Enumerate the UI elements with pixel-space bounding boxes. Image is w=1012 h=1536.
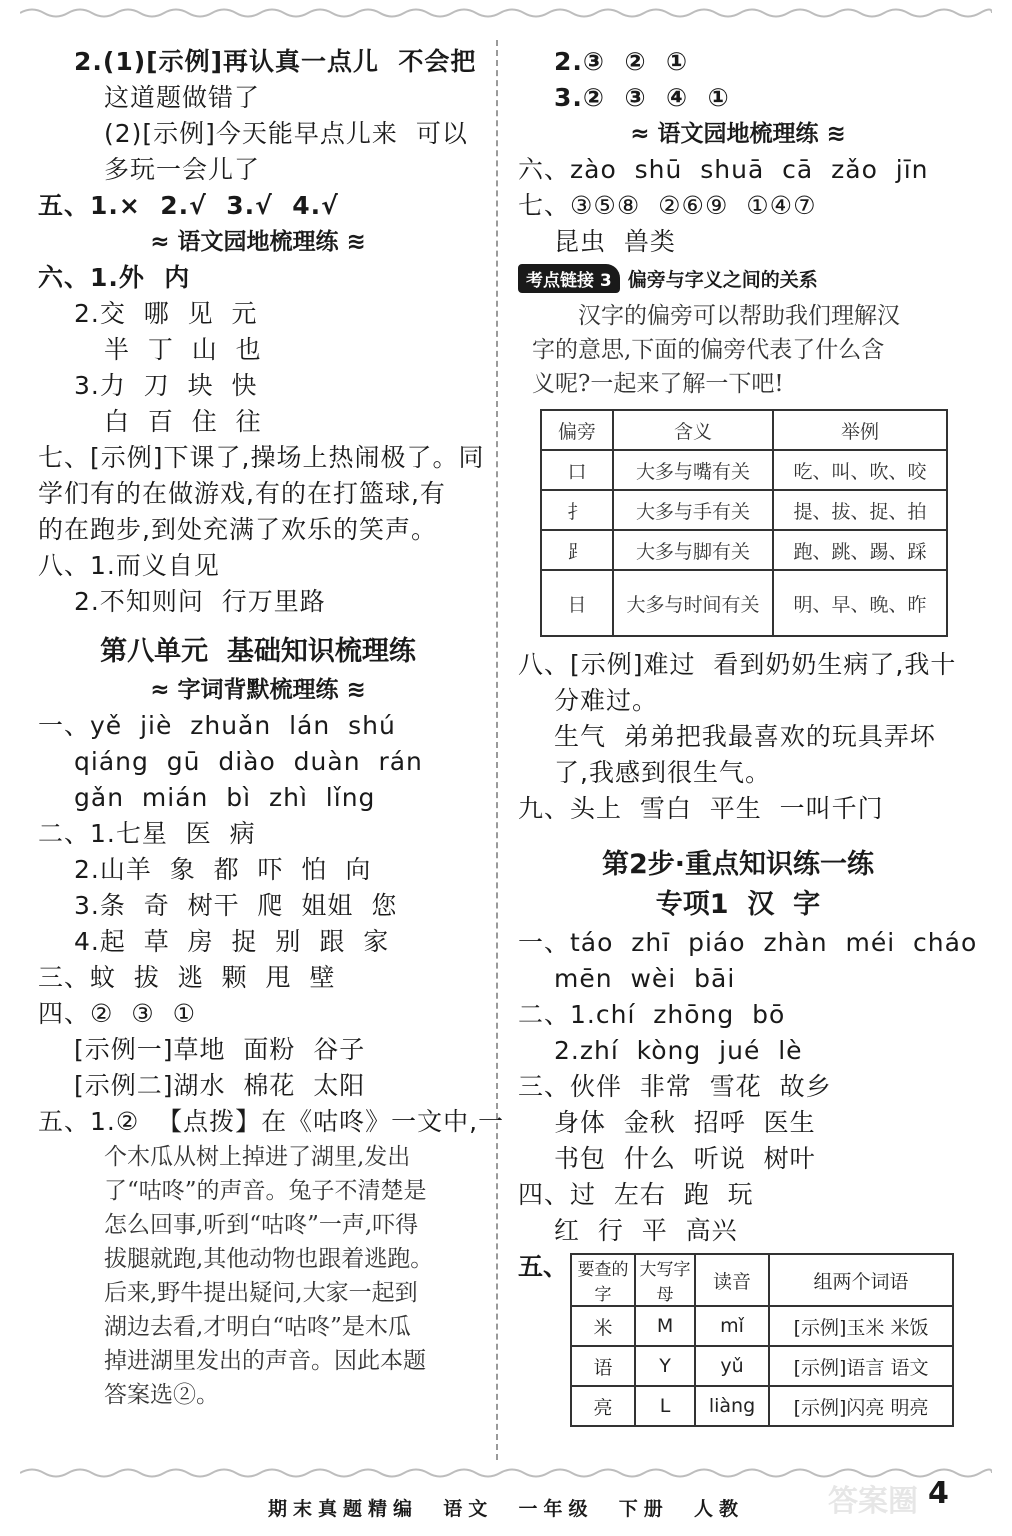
answer-line: 八、1.而义自见	[38, 551, 220, 580]
section-subtitle: ≈ 语文园地梳理练 ≋	[630, 121, 846, 147]
answer-line: 三、蚊 拔 逃 颗 甩 壁	[38, 963, 336, 992]
answer-line: 书包 什么 听说 树叶	[554, 1144, 816, 1173]
question-label: 五、	[518, 1252, 569, 1281]
unit-heading: 第八单元 基础知识梳理练	[100, 636, 416, 667]
table-row	[541, 450, 947, 490]
table-cell: 亮	[571, 1386, 635, 1426]
answer-line: 多玩一会儿了	[104, 155, 261, 184]
table-cell: 明、早、晚、昨	[773, 570, 947, 636]
answer-line: 半 丁 山 也	[104, 335, 262, 364]
answer-line: 七、③⑤⑧ ②⑥⑨ ①④⑦	[518, 191, 817, 220]
answer-line: 3.条 奇 树干 爬 姐姐 您	[74, 891, 398, 920]
answer-line: 2.不知则问 行万里路	[74, 587, 326, 616]
left-column	[38, 44, 505, 1412]
table-row	[571, 1386, 953, 1426]
kaodian-intro-line: 汉字的偏旁可以帮助我们理解汉	[578, 303, 900, 329]
table-cell: yǔ	[695, 1346, 769, 1386]
answer-line: 四、过 左右 跑 玩	[518, 1180, 754, 1209]
explanation-line: 后来,野牛提出疑问,大家一起到	[104, 1280, 418, 1306]
table-cell: [示例]闪亮 明亮	[769, 1386, 953, 1426]
answer-line: 2.山羊 象 都 吓 怕 向	[74, 855, 372, 884]
table-cell: [示例]语言 语文	[769, 1346, 953, 1386]
answer-line: 4.起 草 房 捉 别 跟 家	[74, 927, 390, 956]
answer-line: 2.(1)[示例]再认真一点儿 不会把	[74, 47, 477, 76]
table-cell: 米	[571, 1306, 635, 1346]
answer-line: 3.② ③ ④ ①	[554, 83, 730, 112]
column-divider	[496, 40, 498, 1460]
topic-heading: 专项1 汉 字	[655, 889, 821, 920]
table-cell: 大多与时间有关	[613, 570, 773, 636]
answer-line: gǎn mián bì zhì lǐng	[74, 783, 376, 812]
explanation-line: 怎么回事,听到“咕咚”一声,吓得	[104, 1212, 419, 1238]
answer-line: 这道题做错了	[104, 83, 261, 112]
answer-line: 分难过。	[554, 686, 659, 715]
table-header-row	[541, 410, 947, 450]
question-five	[518, 1249, 958, 1427]
answer-line: 昆虫 兽类	[554, 227, 676, 256]
answer-line: 的在跑步,到处充满了欢乐的笑声。	[38, 515, 437, 544]
answer-line: 学们有的在做游戏,有的在打篮球,有	[38, 479, 446, 508]
table-cell: L	[635, 1386, 695, 1426]
watermark-logo: 答案圈	[828, 1484, 918, 1519]
answer-line: 三、伙伴 非常 雪花 故乡	[518, 1072, 832, 1101]
radical-meaning-table	[540, 409, 948, 637]
table-cell: 吃、叫、吹、咬	[773, 450, 947, 490]
table-cell: M	[635, 1306, 695, 1346]
table-cell: [示例]玉米 米饭	[769, 1306, 953, 1346]
answer-line: 2.zhí kòng jué lè	[554, 1036, 803, 1065]
kaodian-title: 偏旁与字义之间的关系	[627, 269, 818, 291]
step-heading: 第2步·重点知识练一练	[601, 849, 875, 880]
kaodian-intro-line: 义呢?一起来了解一下吧!	[532, 371, 784, 397]
answer-line: 五、1.× 2.√ 3.√ 4.√	[38, 191, 339, 220]
table-cell: liàng	[695, 1386, 769, 1426]
answer-line: 四、② ③ ①	[38, 999, 197, 1028]
answer-line: 一、yě jiè zhuǎn lán shú	[38, 711, 396, 740]
table-cell: 日	[541, 570, 613, 636]
section-subtitle: ≈ 语文园地梳理练 ≋	[150, 229, 366, 255]
table-row	[541, 490, 947, 530]
answer-line: 九、头上 雪白 平生 一叫千门	[518, 794, 884, 823]
section-subtitle: ≈ 字词背默梳理练 ≋	[150, 677, 366, 703]
table-cell: 扌	[541, 490, 613, 530]
answer-line: 3.力 刀 块 快	[74, 371, 258, 400]
table-row	[571, 1346, 953, 1386]
answer-line: 2.③ ② ①	[554, 47, 689, 76]
table-header-cell: 读音	[695, 1254, 769, 1306]
explanation-line: 答案选②。	[104, 1382, 219, 1408]
kaodian-intro-line: 字的意思,下面的偏旁代表了什么含	[532, 337, 885, 363]
answer-line: 二、1.七星 医 病	[38, 819, 256, 848]
page-number: 4	[928, 1476, 949, 1511]
answer-line: [示例一]草地 面粉 谷子	[74, 1035, 366, 1064]
answer-line: [示例二]湖水 棉花 太阳	[74, 1071, 366, 1100]
answer-line: 五、1.② 【点拨】在《咕咚》一文中,一	[38, 1107, 505, 1136]
answer-line: 六、zào shū shuā cā zǎo jīn	[518, 155, 929, 184]
kaodian-badge: 考点链接 3	[518, 264, 620, 293]
right-column	[518, 44, 978, 1427]
table-cell: Y	[635, 1346, 695, 1386]
answer-line: 白 百 住 往	[104, 407, 262, 436]
kaodian-link-header	[518, 264, 958, 293]
answer-line: 二、1.chí zhōng bō	[518, 1000, 786, 1029]
answer-line: 了,我感到很生气。	[554, 758, 771, 787]
answer-line: 六、1.外 内	[38, 263, 191, 292]
answer-line: 八、[示例]难过 看到奶奶生病了,我十	[518, 650, 957, 679]
table-header-cell: 要查的字	[571, 1254, 635, 1306]
table-header-cell: 偏旁	[541, 410, 613, 450]
answer-line: (2)[示例]今天能早点儿来 可以	[104, 119, 468, 148]
answer-line: 身体 金秋 招呼 医生	[554, 1108, 816, 1137]
answer-line: 生气 弟弟把我最喜欢的玩具弄坏	[554, 722, 936, 751]
dictionary-lookup-table	[570, 1253, 954, 1427]
answer-line: 红 行 平 高兴	[554, 1216, 738, 1245]
table-row	[541, 530, 947, 570]
table-header-row	[571, 1254, 953, 1306]
table-cell: 大多与手有关	[613, 490, 773, 530]
table-row	[571, 1306, 953, 1346]
explanation-line: 个木瓜从树上掉进了湖里,发出	[104, 1144, 411, 1170]
table-cell: mǐ	[695, 1306, 769, 1346]
answer-line: 2.交 哪 见 元	[74, 299, 258, 328]
table-cell: 口	[541, 450, 613, 490]
table-header-cell: 组两个词语	[769, 1254, 953, 1306]
table-cell: 提、拔、捉、拍	[773, 490, 947, 530]
explanation-line: 掉进湖里发出的声音。因此本题	[104, 1348, 426, 1374]
table-header-cell: 大写字母	[635, 1254, 695, 1306]
table-cell: 大多与嘴有关	[613, 450, 773, 490]
table-header-cell: 含义	[613, 410, 773, 450]
explanation-line: 湖边去看,才明白“咕咚”是木瓜	[104, 1314, 411, 1340]
answer-line: qiáng gū diào duàn rán	[74, 747, 423, 776]
table-header-cell: 举例	[773, 410, 947, 450]
answer-line: mēn wèi bāi	[554, 964, 736, 993]
table-cell: 语	[571, 1346, 635, 1386]
explanation-line: 拔腿就跑,其他动物也跟着逃跑。	[104, 1246, 434, 1272]
table-row	[541, 570, 947, 636]
page-footer: 期末真题精编 语文 一年级 下册 人教	[268, 1498, 744, 1520]
explanation-line: 了“咕咚”的声音。兔子不清楚是	[104, 1178, 427, 1204]
table-cell: 跑、跳、踢、踩	[773, 530, 947, 570]
top-wave-border	[20, 6, 992, 20]
answer-line: 七、[示例]下课了,操场上热闹极了。同	[38, 443, 485, 472]
answer-line: 一、táo zhī piáo zhàn méi cháo	[518, 928, 978, 957]
table-cell: 大多与脚有关	[613, 530, 773, 570]
table-cell: ⻊	[541, 530, 613, 570]
